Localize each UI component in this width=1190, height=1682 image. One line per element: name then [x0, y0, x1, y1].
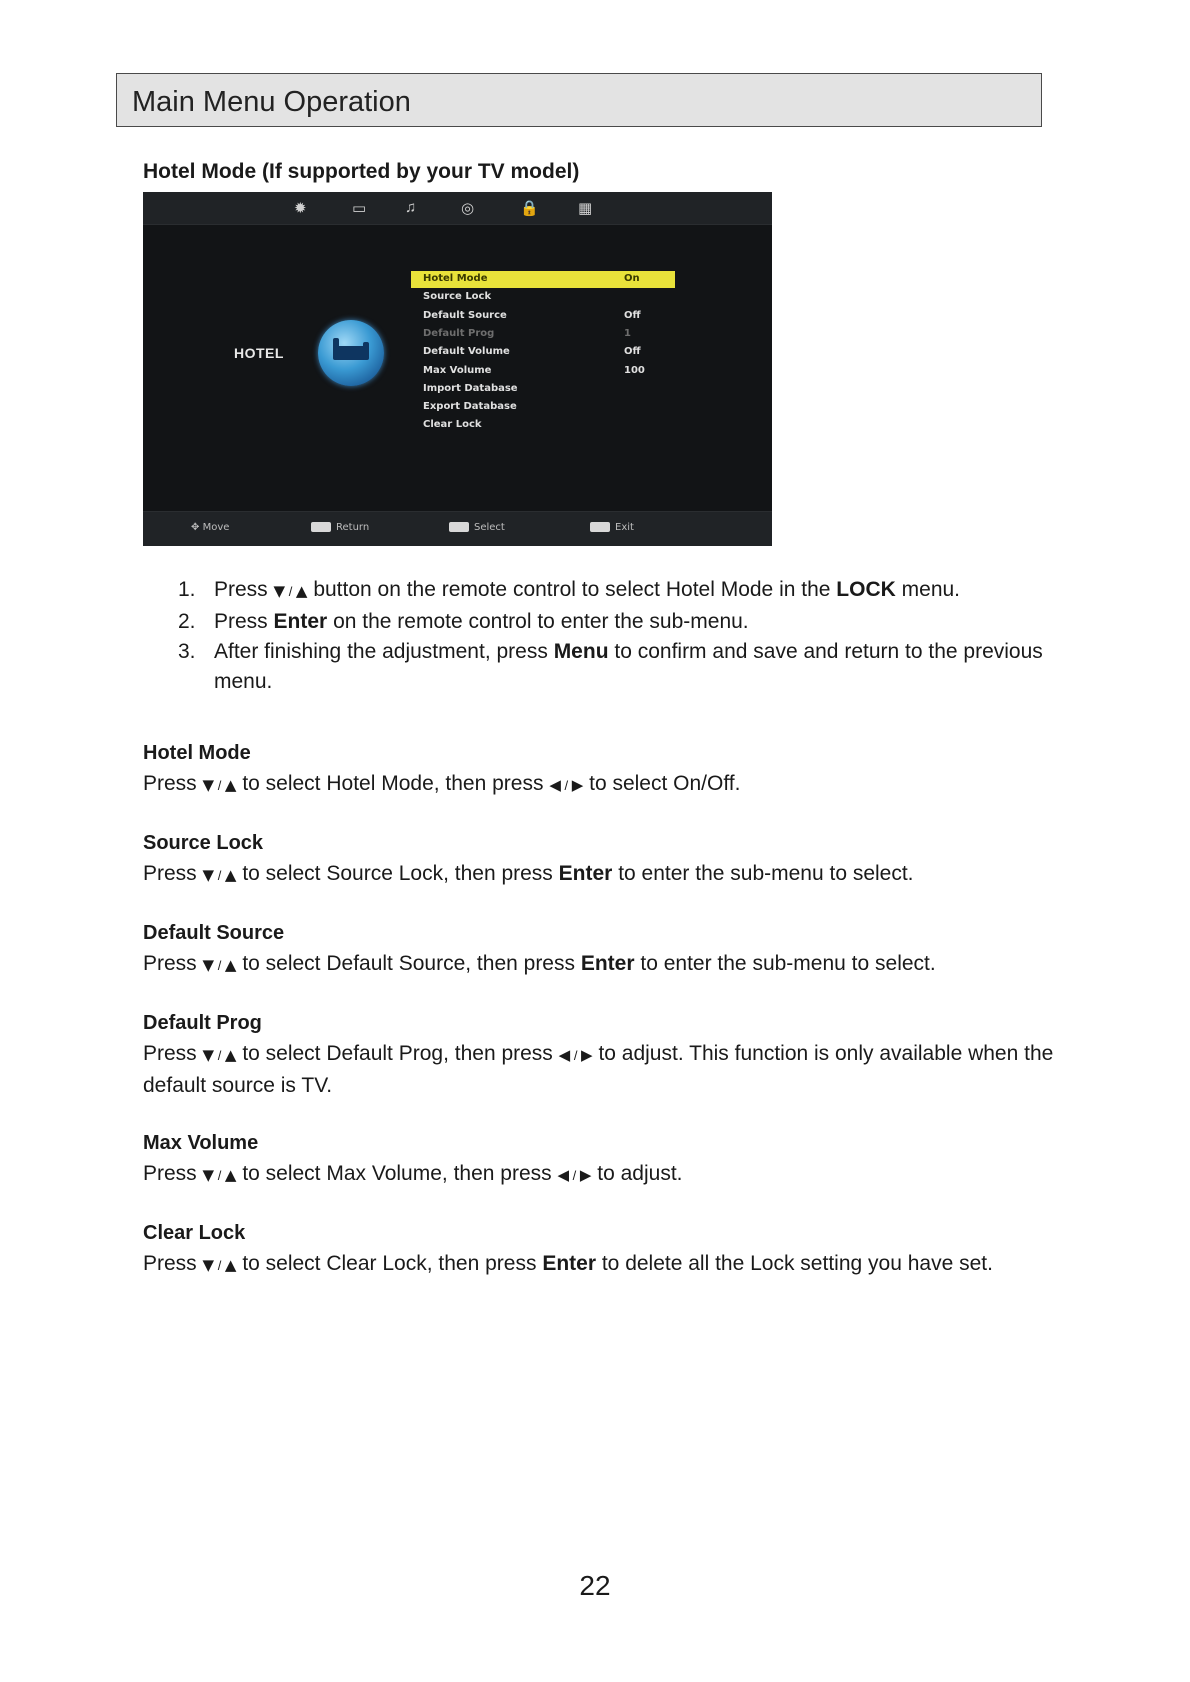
- tv-menu-item-value: On: [624, 273, 640, 284]
- section-heading: Default Prog: [143, 1012, 262, 1034]
- menu-key-icon: [311, 522, 331, 532]
- tv-menu-item-label: Default Volume: [423, 346, 510, 358]
- section-title: Hotel Mode (If supported by your TV model): [143, 160, 580, 183]
- tv-menu-item-value: 100: [624, 364, 645, 376]
- picture-icon: ✹: [294, 200, 307, 217]
- lock-icon: 🔒: [520, 200, 539, 217]
- tv-menu-item-label: Default Source: [423, 309, 507, 321]
- tv-menu-item-label: Source Lock: [423, 291, 492, 303]
- section-text: Press ▼ / ▲ to select Max Volume, then press ◀ / ▶ to adjust.: [143, 1162, 683, 1185]
- tv-menu-screenshot: [143, 192, 772, 546]
- section-default-source: [143, 922, 1063, 981]
- section-heading: Source Lock: [143, 832, 264, 854]
- enter-key-icon: [449, 522, 469, 532]
- section-text: Press ▼ / ▲ to select Default Source, then press Enter to enter the sub-menu to select.: [143, 952, 936, 975]
- page-number: 22: [579, 1570, 611, 1601]
- step-2: 2. Press Enter on the remote control to enter the sub-menu.: [178, 610, 749, 633]
- tv-menu-item-value: 1: [624, 327, 631, 339]
- grid-icon: ▦: [578, 200, 593, 217]
- hint-return: Return: [311, 522, 369, 533]
- tv-menu-item-label: Hotel Mode: [423, 273, 488, 284]
- tv-menu-item-label: Import Database: [423, 382, 518, 394]
- tv-menu-item-label: Clear Lock: [423, 419, 482, 431]
- exit-key-icon: [590, 522, 610, 532]
- instruction-steps: [178, 575, 1058, 697]
- tv-menu-item-value: Off: [624, 346, 641, 358]
- tv-menu-item-value: Off: [624, 309, 641, 321]
- hint-select: Select: [449, 522, 505, 533]
- page-header-title: Main Menu Operation: [132, 86, 411, 118]
- hotel-bed-icon: [318, 320, 384, 386]
- hint-move: ✥ Move: [191, 522, 230, 533]
- section-clear-lock: [143, 1222, 1063, 1281]
- tv-bottom-bar: [143, 511, 772, 546]
- tv-menu-item-label: Default Prog: [423, 327, 495, 339]
- page-header: [116, 73, 1042, 127]
- section-heading: Hotel Mode: [143, 742, 251, 764]
- tv-menu-item-label: Export Database: [423, 401, 517, 413]
- section-heading: Default Source: [143, 922, 285, 944]
- section-max-volume: [143, 1132, 1063, 1191]
- tv-menu-item-label: Max Volume: [423, 364, 492, 376]
- section-text: Press ▼ / ▲ to select Hotel Mode, then press ◀ / ▶ to select On/Off.: [143, 772, 741, 795]
- section-heading: Clear Lock: [143, 1222, 246, 1244]
- tv-top-bar: [143, 192, 772, 225]
- section-text: Press ▼ / ▲ to select Source Lock, then press Enter to enter the sub-menu to select.: [143, 862, 914, 885]
- section-text: Press ▼ / ▲ to select Default Prog, then press ◀ / ▶ to adjust. This function is only available when the default source is TV.: [143, 1042, 1054, 1097]
- screen-icon: ▭: [352, 200, 367, 217]
- section-text: Press ▼ / ▲ to select Clear Lock, then press Enter to delete all the Lock setting you have set.: [143, 1252, 993, 1275]
- step-1: 1. Press ▼ / ▲ button on the remote control to select Hotel Mode in the LOCK menu.: [178, 578, 961, 601]
- section-source-lock: [143, 832, 1063, 891]
- section-default-prog: [143, 1012, 1063, 1101]
- section-hotel-mode: [143, 742, 1063, 801]
- clock-icon: ◎: [461, 200, 475, 217]
- move-icon: ✥: [191, 522, 200, 533]
- tv-side-label: HOTEL: [234, 345, 284, 361]
- step-3: 3. After finishing the adjustment, press Menu to confirm and save and return to the previous menu.: [178, 640, 1043, 693]
- hint-exit: Exit: [590, 522, 634, 533]
- section-heading: Max Volume: [143, 1132, 259, 1154]
- music-icon: ♫: [405, 199, 417, 216]
